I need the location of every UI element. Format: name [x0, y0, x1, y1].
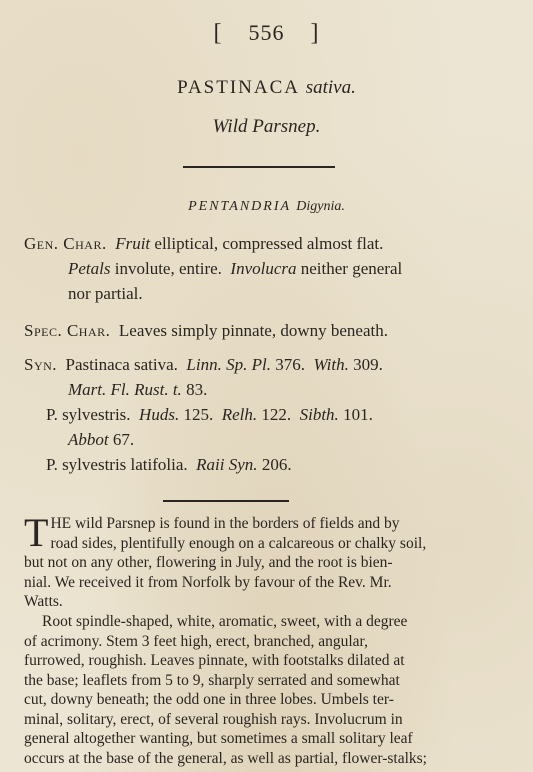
generic-character: Gen. Char. Fruit elliptical, compressed almost flat. Petals involute, entire. Involucra neither general nor partial. — [24, 234, 403, 303]
gen-char-label: Gen. Char. — [24, 234, 107, 253]
page-number — [0, 20, 533, 47]
common-name: Wild Parsnep. — [212, 116, 321, 137]
text-line: general altogether wanting, but sometimes a small solitary leaf — [24, 730, 413, 747]
species-name: sativa. — [305, 77, 356, 98]
specific-character: Spec. Char. Leaves simply pinnate, downy beneath. — [24, 321, 388, 340]
text-line: but not on any other, flowering in July, and the root is bien- — [24, 554, 393, 571]
text-line: cut, downy beneath; the odd one in three lobes. Umbels ter- — [24, 691, 394, 708]
syn-label: Syn. — [24, 355, 58, 374]
text-line: Watts. — [24, 593, 63, 610]
page-title — [0, 77, 533, 99]
text-line: minal, solitary, erect, of several roughish rays. Involucrum in — [24, 710, 403, 728]
left-bracket: [ — [213, 20, 223, 46]
text-line: Root spindle-shaped, white, aromatic, sweet, with a degree — [42, 613, 408, 630]
text-line: occurs at the base of the general, as well as partial, flower-stalks; — [24, 749, 427, 767]
genus-name: PASTINACA — [177, 77, 299, 98]
text-line: furrowed, roughish. Leaves pinnate, with footstalks dilated at — [24, 652, 405, 669]
page-number-value: 556 — [248, 20, 285, 45]
spec-char-label: Spec. Char. — [24, 321, 111, 340]
text-line: nial. We received it from Norfolk by favour of the Rev. Mr. — [24, 573, 392, 591]
synonyms: Syn. Pastinaca sativa. Linn. Sp. Pl. 376. With. 309. Mart. Fl. Rust. t. 83. P. sylvestris. Huds. 125. Relh. 122. Sibth. 101. Abbot 67. P. sylvestris latifolia. Raii Syn. 206. — [24, 355, 383, 474]
description-paragraph-1 — [24, 510, 506, 612]
text-line: road sides, plentifully enough on a calcareous or chalky soil, — [50, 534, 427, 552]
drop-cap: T — [24, 510, 49, 555]
order-name: Digynia. — [296, 199, 345, 214]
text-line: of acrimony. Stem 3 feet high, erect, branched, angular, — [24, 632, 368, 650]
divider-rule-2 — [163, 500, 289, 502]
description-paragraph-2 — [24, 612, 506, 768]
linnaean-class — [0, 199, 533, 215]
text-line: the base; leaflets from 5 to 9, sharply serrated and somewhat — [24, 671, 400, 689]
divider-rule — [183, 166, 335, 168]
text-line: HE wild Parsnep is found in the borders of fields and by — [50, 515, 400, 532]
class-name: PENTANDRIA — [188, 199, 291, 214]
right-bracket: ] — [310, 20, 320, 46]
